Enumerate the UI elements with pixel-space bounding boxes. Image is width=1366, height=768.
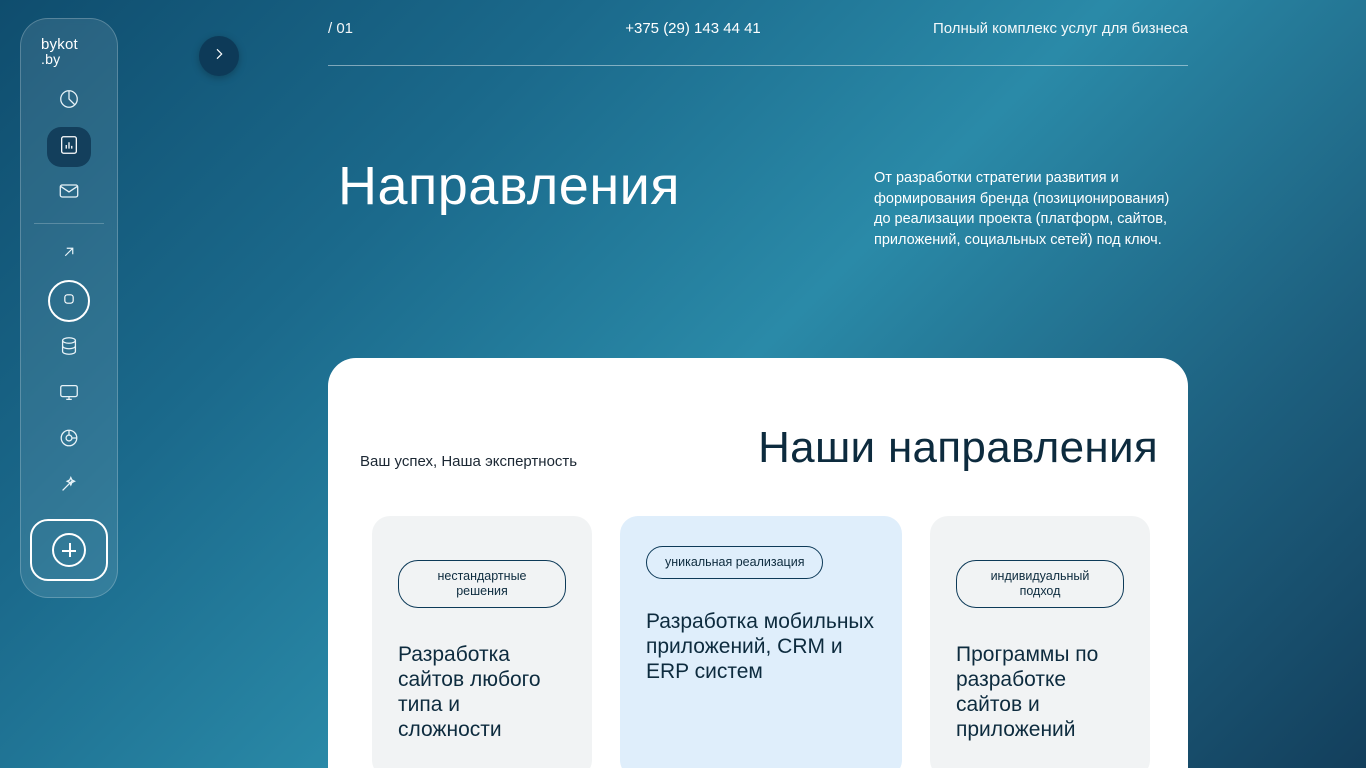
magic-wand-icon <box>58 473 80 500</box>
sidebar-item-chart-donut[interactable] <box>45 420 93 460</box>
direction-card-tag: индивидуальный подход <box>956 560 1124 608</box>
sidebar-divider <box>34 223 104 224</box>
add-button[interactable] <box>30 519 108 581</box>
top-bar <box>328 20 1188 66</box>
chevron-right-icon <box>211 46 227 67</box>
panel-title: Наши направления <box>758 423 1158 472</box>
direction-card[interactable] <box>372 516 592 768</box>
sidebar-item-database[interactable] <box>45 328 93 368</box>
sidebar-group-secondary <box>29 234 109 506</box>
page-title: Направления <box>338 156 681 216</box>
directions-panel <box>328 358 1188 768</box>
direction-card[interactable] <box>930 516 1150 768</box>
direction-card-title: Разработка сайтов любого типа и сложности <box>398 643 541 741</box>
mail-icon <box>58 180 80 207</box>
logo[interactable] <box>41 37 97 67</box>
sidebar-item-target[interactable] <box>48 280 90 322</box>
direction-card-tag: уникальная реализация <box>646 546 823 579</box>
sidebar-item-mail[interactable] <box>45 173 93 213</box>
database-icon <box>58 335 80 362</box>
sidebar-item-magic-wand[interactable] <box>45 466 93 506</box>
chart-donut-icon <box>58 427 80 454</box>
sidebar-item-monitor[interactable] <box>45 374 93 414</box>
sidebar-group-primary <box>29 81 109 213</box>
directions-card-list <box>372 516 1188 768</box>
logo-text-secondary: .by <box>41 51 61 67</box>
direction-card-title: Разработка мобильных приложений, CRM и ERP систем <box>646 610 875 683</box>
page-description: От разработки стратегии развития и формирования бренда (позиционирования) до реализации проекта (платформ, сайтов, приложений, социальных сетей) под ключ. <box>874 170 1170 248</box>
target-icon <box>59 289 79 314</box>
bar-chart-icon <box>58 134 80 161</box>
direction-card-tag: нестандартные решения <box>398 560 566 608</box>
arrow-up-right-icon <box>60 243 78 266</box>
pie-chart-icon <box>58 88 80 115</box>
slide-counter: / 01 <box>328 20 354 37</box>
sidebar-item-bar-chart[interactable] <box>47 127 91 167</box>
panel-subtitle: Ваш успех, Наша экспертность <box>360 453 578 470</box>
sidebar-item-arrow-up-right[interactable] <box>45 234 93 274</box>
phone-number[interactable]: +375 (29) 143 44 41 <box>625 20 761 37</box>
next-slide-button[interactable] <box>199 36 239 76</box>
direction-card-title: Программы по разработке сайтов и приложений <box>956 643 1099 741</box>
tagline: Полный комплекс услуг для бизнеса <box>933 20 1188 37</box>
plus-icon <box>52 533 86 567</box>
monitor-icon <box>58 381 80 408</box>
sidebar-item-pie-chart[interactable] <box>45 81 93 121</box>
direction-card[interactable] <box>620 516 902 768</box>
logo-text-primary: bykot <box>41 36 78 53</box>
sidebar <box>20 18 118 598</box>
